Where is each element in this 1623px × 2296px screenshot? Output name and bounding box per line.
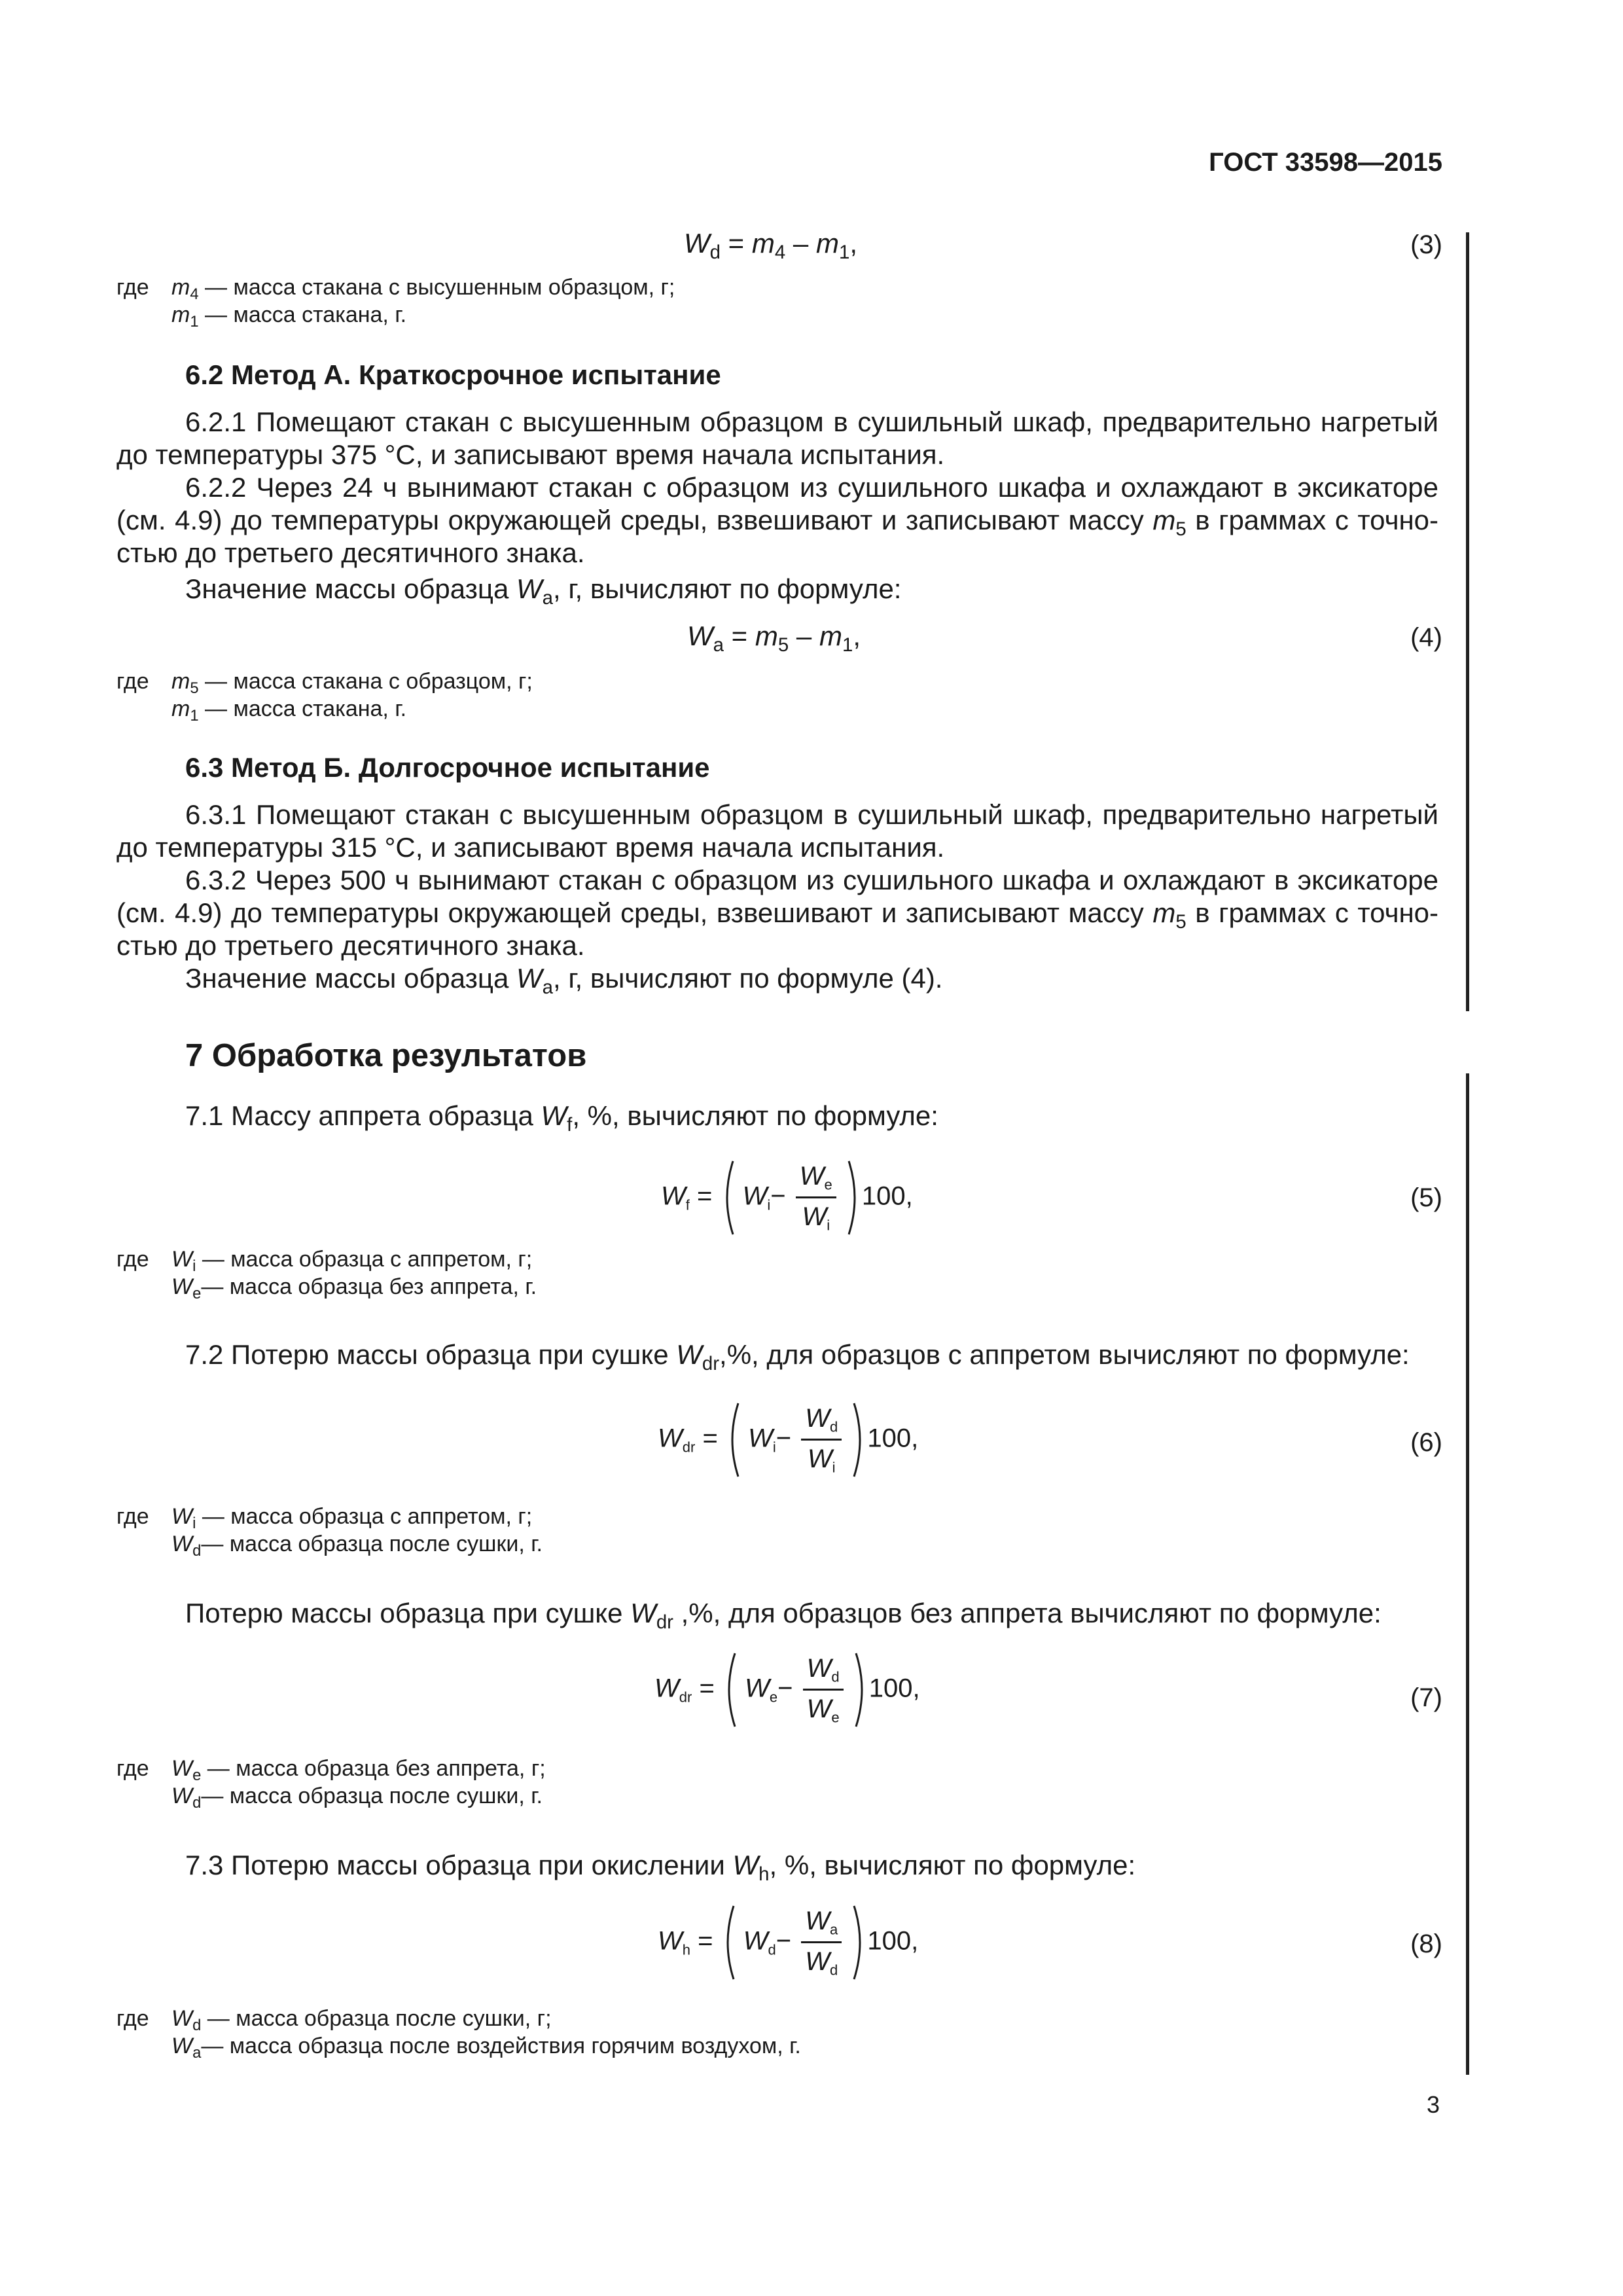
legend-5-wi: $W_i$ — масса образца с аппретом, г;	[171, 1247, 533, 1276]
legend-6-where: где	[116, 1504, 149, 1529]
formula-3-number: (3)	[1410, 230, 1442, 259]
formula-5: Wf = Wi− $\frac{We}{Wi}$ 100,	[661, 1158, 913, 1237]
revision-bar-1	[1466, 232, 1469, 1011]
paragraph-6-3-1: 6.3.1 Помещают стакан с высушенным образцом в сушильный шкаф, предварительно нагретый до температуры 315 °С, и записывают время начала испытания.	[116, 799, 1438, 863]
paragraph-7-1: 7.1 Массу аппрета образца $W_f$, %, вычисляют по формуле:	[185, 1100, 938, 1136]
paragraph-6-2-value: Значение массы образца $W_a$, г, вычисляют по формуле:	[185, 573, 902, 609]
formula-7: Wdr = We− $\frac{Wd}{We}$ 100,	[654, 1651, 920, 1729]
legend-5-we: $W_e—$ масса образца без аппрета, г.	[171, 1274, 537, 1303]
formula-6-number: (6)	[1410, 1428, 1442, 1457]
formula-4: $W_a = m_5 - m_1$,	[687, 620, 861, 656]
legend-3-m4: $m_4$ — масса стакана с высушенным образцом, г;	[171, 275, 675, 304]
legend-7-wd: $W_d—$ масса образца после сушки, г.	[171, 1784, 543, 1812]
legend-8-where: где	[116, 2006, 149, 2031]
revision-bar-2	[1466, 1073, 1469, 2075]
paragraph-6-3-value: Значение массы образца $W_a$, г, вычисляют по формуле (4).	[185, 963, 943, 998]
formula-3: $W_d = m_4 - m_1$,	[684, 228, 857, 263]
legend-7-we: $W_e$ — масса образца без аппрета, г;	[171, 1756, 546, 1785]
legend-8-wa: $W_a—$ масса образца после воздействия горячим воздухом, г.	[171, 2034, 801, 2062]
legend-4-where: где	[116, 669, 149, 694]
left-paren-icon	[722, 1651, 738, 1729]
formula-5-number: (5)	[1410, 1183, 1442, 1212]
formula-8: Wh = Wd− $\frac{Wa}{Wd}$ 100,	[658, 1903, 918, 1982]
section-6-2-title: 6.2 Метод А. Краткосрочное испытание	[185, 359, 721, 390]
right-paren-icon	[853, 1651, 869, 1729]
legend-3-m1: $m_1$ — масса стакана, г.	[171, 302, 407, 331]
section-6-3-title: 6.3 Метод Б. Долгосрочное испытание	[185, 752, 710, 783]
legend-3-where: где	[116, 275, 149, 300]
formula-8-number: (8)	[1410, 1929, 1442, 1958]
paragraph-7-3: 7.3 Потерю массы образца при окислении $W_h$, %, вычисляют по формуле:	[185, 1850, 1136, 1885]
formula-7-number: (7)	[1410, 1683, 1442, 1712]
paragraph-6-3-2: 6.3.2 Через 500 ч вынимают стакан с образцом из сушильного шкафа и охлаждают в эксикаторе (см. 4.9) до температуры окружающей среды, взвешивают и записывают массу $m_5$ в граммах с точно-стью до третьего десятичного знака.	[116, 865, 1439, 961]
formula-6: Wdr = Wi− $\frac{Wd}{Wi}$ 100,	[658, 1401, 918, 1479]
document-id: ГОСТ 33598—2015	[1209, 148, 1442, 177]
legend-6-wi: $W_i$ — масса образца с аппретом, г;	[171, 1504, 533, 1533]
paragraph-6-2-2: 6.2.2 Через 24 ч вынимают стакан с образцом из сушильного шкафа и охлаждают в эксикаторе (см. 4.9) до температуры окружающей среды, взвешивают и записывают массу $m_5$ в граммах с точно-стью до третьего десятичного знака.	[116, 472, 1439, 568]
right-paren-icon	[851, 1401, 867, 1479]
right-paren-icon	[851, 1903, 867, 1982]
paragraph-6-2-1: 6.2.1 Помещают стакан с высушенным образцом в сушильный шкаф, предварительно нагретый до температуры 375 °С, и записывают время начала испытания.	[116, 406, 1438, 470]
legend-5-where: где	[116, 1247, 149, 1272]
left-paren-icon	[720, 1158, 736, 1237]
legend-4-m5: $m_5$ — масса стакана с образцом, г;	[171, 669, 533, 698]
left-paren-icon	[721, 1903, 736, 1982]
section-7-title: 7 Обработка результатов	[185, 1038, 587, 1073]
left-paren-icon	[725, 1401, 741, 1479]
page-number: 3	[1427, 2091, 1440, 2118]
legend-8-wd: $W_d$ — масса образца после сушки, г;	[171, 2006, 552, 2035]
legend-6-wd: $W_d—$ масса образца после сушки, г.	[171, 1532, 543, 1560]
legend-4-m1: $m_1$ — масса стакана, г.	[171, 696, 407, 725]
paragraph-7-2-no-finish: Потерю массы образца при сушке $W_{dr}$ ,%, для образцов без аппрета вычисляют по формуле:	[185, 1598, 1382, 1633]
paragraph-7-2: 7.2 Потерю массы образца при сушке $W_{dr},\%$, для образцов с аппретом вычисляют по формуле:	[185, 1339, 1410, 1374]
formula-4-number: (4)	[1410, 623, 1442, 652]
right-paren-icon	[846, 1158, 862, 1237]
legend-7-where: где	[116, 1756, 149, 1781]
